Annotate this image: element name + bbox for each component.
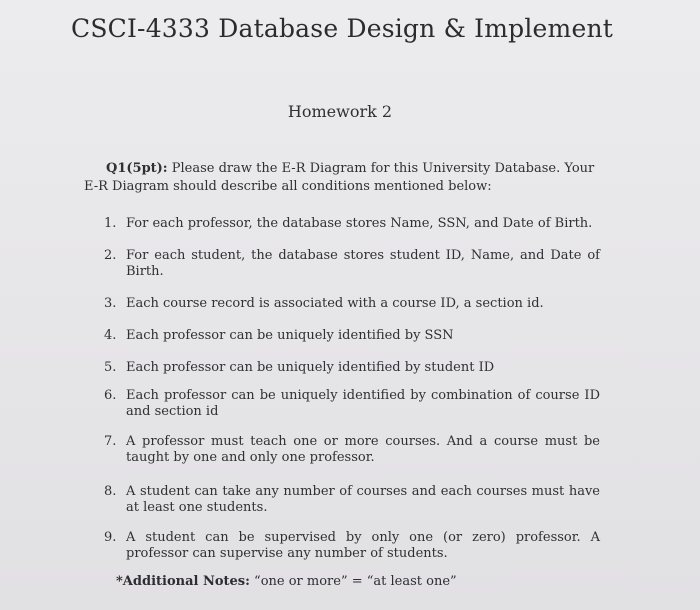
- condition-item: [104, 328, 600, 344]
- condition-number: 1.: [104, 216, 117, 231]
- condition-text: A student can be supervised by only one (or zero) professor. A professor can supervise any number of students.: [126, 530, 600, 561]
- condition-text: Each professor can be uniquely identified by combination of course ID and section id: [126, 388, 600, 419]
- course-title: CSCI-4333 Database Design & Implement: [71, 14, 613, 43]
- condition-item: [104, 248, 600, 280]
- question-text-line-1: Please draw the E-R Diagram for this University Database. Your: [171, 161, 595, 176]
- condition-item: [104, 296, 600, 312]
- question-label: Q1(5pt):: [106, 161, 168, 176]
- homework-title: Homework 2: [287, 102, 393, 121]
- condition-number: 7.: [104, 434, 117, 449]
- condition-number: 2.: [104, 248, 117, 263]
- condition-number: 8.: [104, 484, 117, 499]
- condition-text: Each professor can be uniquely identified by SSN: [126, 328, 454, 343]
- condition-item: [104, 388, 600, 420]
- condition-text: For each student, the database stores student ID, Name, and Date of Birth.: [126, 248, 600, 279]
- condition-number: 9.: [104, 530, 117, 545]
- question-text-line-2: E-R Diagram should describe all conditions mentioned below:: [84, 179, 492, 194]
- condition-item: [104, 530, 600, 562]
- question-line-1: [84, 160, 608, 178]
- condition-number: 4.: [104, 328, 117, 343]
- condition-item: [104, 216, 600, 232]
- notes-label: *Additional Notes:: [116, 574, 250, 589]
- condition-item: [104, 434, 600, 466]
- question-prompt: [84, 160, 608, 196]
- condition-number: 6.: [104, 388, 117, 403]
- condition-text: A student can take any number of courses and each courses must have at least one students.: [126, 484, 600, 515]
- notes-text: “one or more” = “at least one”: [254, 574, 457, 589]
- condition-number: 3.: [104, 296, 117, 311]
- condition-text: For each professor, the database stores Name, SSN, and Date of Birth.: [126, 216, 593, 231]
- condition-text: Each professor can be uniquely identified by student ID: [126, 360, 495, 375]
- additional-notes: [116, 574, 457, 589]
- condition-number: 5.: [104, 360, 117, 375]
- condition-item: [104, 484, 600, 516]
- condition-text: A professor must teach one or more courses. And a course must be taught by one and only one professor.: [126, 434, 600, 465]
- condition-item: [104, 360, 600, 376]
- condition-text: Each course record is associated with a course ID, a section id.: [126, 296, 544, 311]
